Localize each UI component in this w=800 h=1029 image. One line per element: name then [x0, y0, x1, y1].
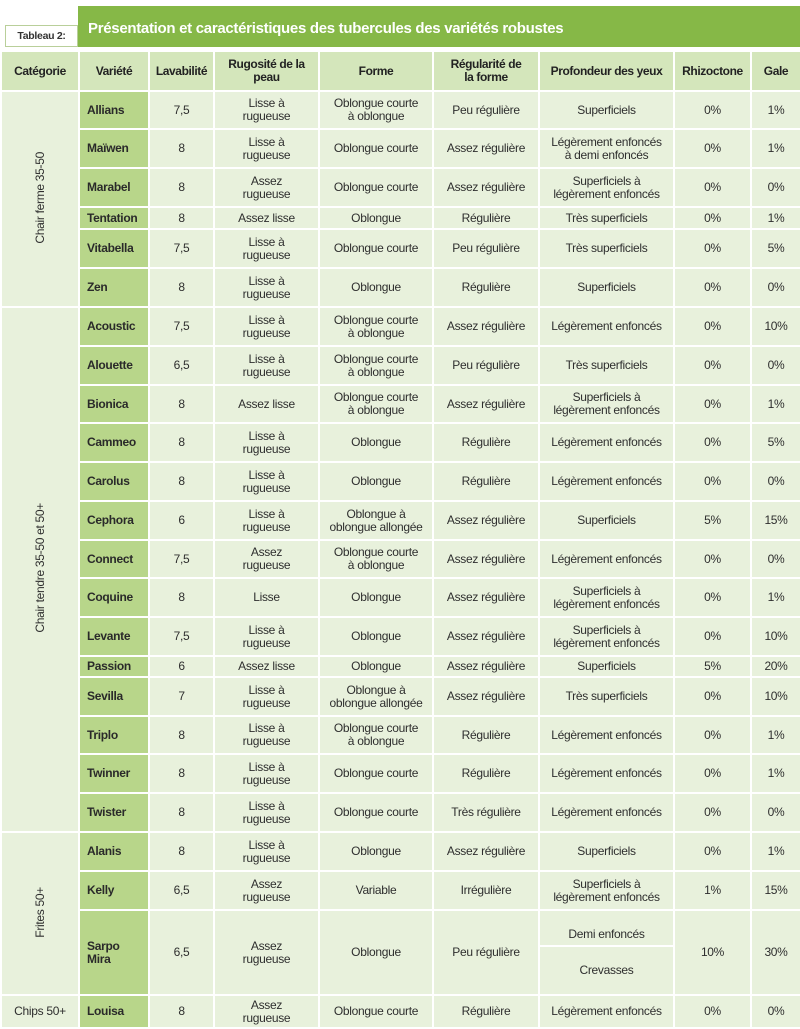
- cell-gale: 0%: [751, 268, 800, 307]
- cell-regularite: Régulière: [433, 423, 539, 462]
- cell-regularite: Assez régulière: [433, 385, 539, 423]
- cell-rugosite: Lisse: [214, 578, 319, 617]
- cell-lavabilite: 6,5: [149, 910, 214, 995]
- table-row: [1, 385, 800, 423]
- cell-rhizoctone: 0%: [674, 462, 751, 501]
- table-row: [1, 617, 800, 656]
- cell-regularite: Peu régulière: [433, 91, 539, 129]
- cell-rugosite: Assez lisse: [214, 385, 319, 423]
- cell-forme: Oblongue courte à oblongue: [319, 91, 433, 129]
- cell-variete: Alouette: [79, 346, 149, 385]
- cell-gale: 10%: [751, 617, 800, 656]
- cell-rugosite: Lisse à rugueuse: [214, 229, 319, 268]
- cell-rugosite: Lisse à rugueuse: [214, 832, 319, 871]
- cell-profondeur: Superficiels: [539, 501, 674, 540]
- table-number-label: Tableau 2:: [5, 25, 78, 47]
- cell-gale: 1%: [751, 91, 800, 129]
- cell-lavabilite: 8: [149, 793, 214, 832]
- cell-variete: Sevilla: [79, 677, 149, 716]
- cell-variete: Marabel: [79, 168, 149, 207]
- cell-profondeur: Légèrement enfoncés: [539, 307, 674, 346]
- cell-rugosite: Lisse à rugueuse: [214, 91, 319, 129]
- cell-forme: Oblongue: [319, 617, 433, 656]
- cell-forme: Oblongue: [319, 656, 433, 677]
- cell-variete: Passion: [79, 656, 149, 677]
- cell-regularite: Assez régulière: [433, 677, 539, 716]
- cell-lavabilite: 6: [149, 656, 214, 677]
- cell-gale: 1%: [751, 832, 800, 871]
- cell-gale: 1%: [751, 129, 800, 168]
- cell-forme: Oblongue: [319, 578, 433, 617]
- cell-rugosite: Lisse à rugueuse: [214, 307, 319, 346]
- cell-gale: 5%: [751, 229, 800, 268]
- table-row: [1, 229, 800, 268]
- cell-regularite: Régulière: [433, 462, 539, 501]
- cell-rhizoctone: 0%: [674, 207, 751, 229]
- cell-rhizoctone: 5%: [674, 656, 751, 677]
- cell-lavabilite: 8: [149, 207, 214, 229]
- cell-gale: 1%: [751, 716, 800, 754]
- col-header-lavabilite: Lavabilité: [149, 51, 214, 91]
- cell-rugosite: Lisse à rugueuse: [214, 423, 319, 462]
- cell-profondeur: Légèrement enfoncés: [539, 793, 674, 832]
- table-row: [1, 871, 800, 910]
- cell-lavabilite: 8: [149, 423, 214, 462]
- cell-profondeur-part: Demi enfoncés: [540, 924, 673, 947]
- cell-variete: Connect: [79, 540, 149, 578]
- cell-gale: 0%: [751, 346, 800, 385]
- cell-profondeur: Très superficiels: [539, 346, 674, 385]
- cell-rhizoctone: 0%: [674, 423, 751, 462]
- cell-regularite: Assez régulière: [433, 129, 539, 168]
- category-cell: [1, 832, 79, 995]
- cell-regularite: Assez régulière: [433, 578, 539, 617]
- cell-rhizoctone: 0%: [674, 716, 751, 754]
- cell-rhizoctone: 0%: [674, 91, 751, 129]
- cell-gale: 15%: [751, 871, 800, 910]
- cell-rugosite: Assez lisse: [214, 207, 319, 229]
- cell-regularite: Assez régulière: [433, 540, 539, 578]
- cell-profondeur: Légèrement enfoncés: [539, 540, 674, 578]
- cell-regularite: Régulière: [433, 207, 539, 229]
- category-label: Chips 50+: [14, 1004, 66, 1018]
- cell-gale: 1%: [751, 754, 800, 793]
- table-row: [1, 501, 800, 540]
- cell-forme: Oblongue à oblongue allongée: [319, 677, 433, 716]
- cell-regularite: Assez régulière: [433, 307, 539, 346]
- cell-profondeur: Superficiels: [539, 91, 674, 129]
- cell-rugosite: Lisse à rugueuse: [214, 754, 319, 793]
- cell-gale: 5%: [751, 423, 800, 462]
- col-header-rhizoctone: Rhizoctone: [674, 51, 751, 91]
- cell-rhizoctone: 0%: [674, 307, 751, 346]
- col-header-profondeur: Profondeur des yeux: [539, 51, 674, 91]
- cell-lavabilite: 8: [149, 385, 214, 423]
- table-row: [1, 677, 800, 716]
- cell-regularite: Régulière: [433, 995, 539, 1028]
- cell-lavabilite: 7,5: [149, 617, 214, 656]
- cell-profondeur: Superficiels: [539, 656, 674, 677]
- col-header-forme: Forme: [319, 51, 433, 91]
- cell-forme: Oblongue: [319, 207, 433, 229]
- table-row: [1, 793, 800, 832]
- cell-forme: Oblongue: [319, 910, 433, 995]
- cell-gale: 0%: [751, 793, 800, 832]
- cell-profondeur: Légèrement enfoncés: [539, 423, 674, 462]
- cell-forme: Oblongue courte: [319, 754, 433, 793]
- cell-variete: Twister: [79, 793, 149, 832]
- cell-rhizoctone: 0%: [674, 677, 751, 716]
- cell-gale: 15%: [751, 501, 800, 540]
- cell-gale: 1%: [751, 207, 800, 229]
- cell-profondeur: Superficiels à légèrement enfoncés: [539, 617, 674, 656]
- cell-rhizoctone: 0%: [674, 268, 751, 307]
- cell-gale: 0%: [751, 168, 800, 207]
- cell-lavabilite: 8: [149, 716, 214, 754]
- table-row: [1, 168, 800, 207]
- cell-regularite: Régulière: [433, 716, 539, 754]
- cell-forme: Oblongue courte: [319, 793, 433, 832]
- cell-lavabilite: 7,5: [149, 540, 214, 578]
- cell-gale: 30%: [751, 910, 800, 995]
- cell-gale: 20%: [751, 656, 800, 677]
- col-header-gale: Gale: [751, 51, 800, 91]
- cell-rhizoctone: 0%: [674, 229, 751, 268]
- cell-lavabilite: 7,5: [149, 229, 214, 268]
- cell-forme: Oblongue courte: [319, 229, 433, 268]
- cell-rugosite: Assez rugueuse: [214, 910, 319, 995]
- cell-forme: Oblongue: [319, 462, 433, 501]
- cell-rugosite: Assez rugueuse: [214, 168, 319, 207]
- cell-rugosite: Lisse à rugueuse: [214, 268, 319, 307]
- cell-lavabilite: 8: [149, 832, 214, 871]
- cell-profondeur: Superficiels: [539, 268, 674, 307]
- cell-rugosite: Lisse à rugueuse: [214, 346, 319, 385]
- cell-rhizoctone: 0%: [674, 346, 751, 385]
- cell-regularite: Assez régulière: [433, 617, 539, 656]
- table-row: [1, 268, 800, 307]
- cell-rugosite: Lisse à rugueuse: [214, 462, 319, 501]
- category-cell: [1, 995, 79, 1028]
- cell-rhizoctone: 0%: [674, 832, 751, 871]
- cell-variete: Carolus: [79, 462, 149, 501]
- cell-rhizoctone: 0%: [674, 754, 751, 793]
- cell-forme: Oblongue courte à oblongue: [319, 346, 433, 385]
- cell-rhizoctone: 0%: [674, 617, 751, 656]
- cell-variete: Zen: [79, 268, 149, 307]
- cell-rhizoctone: 0%: [674, 578, 751, 617]
- cell-variete: Allians: [79, 91, 149, 129]
- cell-rugosite: Assez rugueuse: [214, 995, 319, 1028]
- col-header-variete: Variété: [79, 51, 149, 91]
- cell-regularite: Assez régulière: [433, 832, 539, 871]
- cell-variete: Maïwen: [79, 129, 149, 168]
- cell-variete: Alanis: [79, 832, 149, 871]
- cell-profondeur: Superficiels à légèrement enfoncés: [539, 871, 674, 910]
- cell-variete: Vitabella: [79, 229, 149, 268]
- cell-variete: Sarpo Mira: [79, 910, 149, 995]
- table-row: [1, 910, 800, 995]
- cell-variete: Coquine: [79, 578, 149, 617]
- cell-profondeur: Légèrement enfoncés: [539, 716, 674, 754]
- cell-gale: 10%: [751, 677, 800, 716]
- cell-lavabilite: 7,5: [149, 307, 214, 346]
- cell-regularite: Assez régulière: [433, 168, 539, 207]
- table-row: [1, 540, 800, 578]
- table-row: [1, 995, 800, 1028]
- cell-profondeur: Légèrement enfoncés: [539, 754, 674, 793]
- cell-rhizoctone: 5%: [674, 501, 751, 540]
- cell-forme: Variable: [319, 871, 433, 910]
- cell-rhizoctone: 0%: [674, 540, 751, 578]
- cell-profondeur: Très superficiels: [539, 229, 674, 268]
- table-row: [1, 307, 800, 346]
- cell-forme: Oblongue courte: [319, 129, 433, 168]
- cell-lavabilite: 8: [149, 168, 214, 207]
- cell-profondeur: Superficiels à légèrement enfoncés: [539, 385, 674, 423]
- cell-rhizoctone: 0%: [674, 129, 751, 168]
- cell-rhizoctone: 0%: [674, 168, 751, 207]
- cell-lavabilite: 8: [149, 754, 214, 793]
- cell-forme: Oblongue: [319, 423, 433, 462]
- table-row: [1, 129, 800, 168]
- cell-variete: Triplo: [79, 716, 149, 754]
- cell-forme: Oblongue courte: [319, 995, 433, 1028]
- cell-profondeur: Légèrement enfoncés à demi enfoncés: [539, 129, 674, 168]
- cell-rhizoctone: 0%: [674, 995, 751, 1028]
- cell-rugosite: Lisse à rugueuse: [214, 129, 319, 168]
- cell-profondeur-part: Crevasses: [579, 963, 634, 977]
- cell-forme: Oblongue à oblongue allongée: [319, 501, 433, 540]
- cell-lavabilite: 6: [149, 501, 214, 540]
- cell-forme: Oblongue courte à oblongue: [319, 307, 433, 346]
- category-label: Chair ferme 35-50: [32, 151, 47, 244]
- table-row: [1, 346, 800, 385]
- cell-regularite: Peu régulière: [433, 229, 539, 268]
- cell-variete: Bionica: [79, 385, 149, 423]
- table-row: [1, 423, 800, 462]
- cell-rhizoctone: 10%: [674, 910, 751, 995]
- cell-lavabilite: 8: [149, 268, 214, 307]
- cell-profondeur: Superficiels à légèrement enfoncés: [539, 168, 674, 207]
- category-label: Chair tendre 35-50 et 50+: [32, 503, 47, 633]
- cell-variete: Louisa: [79, 995, 149, 1028]
- cell-rugosite: Assez rugueuse: [214, 540, 319, 578]
- cell-gale: 0%: [751, 540, 800, 578]
- cell-regularite: Peu régulière: [433, 346, 539, 385]
- cell-profondeur: Très superficiels: [539, 677, 674, 716]
- category-label: Frites 50+: [32, 886, 47, 938]
- cell-rhizoctone: 0%: [674, 385, 751, 423]
- cell-rugosite: Assez rugueuse: [214, 871, 319, 910]
- col-header-categorie: Catégorie: [1, 51, 79, 91]
- cell-rugosite: Lisse à rugueuse: [214, 793, 319, 832]
- cell-gale: 1%: [751, 578, 800, 617]
- table-row: [1, 207, 800, 229]
- cell-profondeur: Superficiels: [539, 832, 674, 871]
- cell-variete: Acoustic: [79, 307, 149, 346]
- cell-rugosite: Lisse à rugueuse: [214, 501, 319, 540]
- cell-variete: Twinner: [79, 754, 149, 793]
- cell-profondeur: [539, 910, 674, 995]
- cell-profondeur: Légèrement enfoncés: [539, 462, 674, 501]
- table-title: Présentation et caractéristiques des tubercules des variétés robustes: [88, 20, 564, 37]
- col-header-regularite: Régularité de la forme: [433, 51, 539, 91]
- table-row: [1, 462, 800, 501]
- table-row: [1, 832, 800, 871]
- table-row: [1, 91, 800, 129]
- cell-gale: 0%: [751, 995, 800, 1028]
- cell-forme: Oblongue courte: [319, 168, 433, 207]
- cell-gale: 1%: [751, 385, 800, 423]
- cell-lavabilite: 8: [149, 995, 214, 1028]
- cell-rhizoctone: 0%: [674, 793, 751, 832]
- varieties-table: [0, 50, 800, 1029]
- table-row: [1, 656, 800, 677]
- cell-rugosite: Lisse à rugueuse: [214, 716, 319, 754]
- cell-lavabilite: 8: [149, 578, 214, 617]
- cell-lavabilite: 8: [149, 129, 214, 168]
- cell-profondeur: Légèrement enfoncés: [539, 995, 674, 1028]
- cell-variete: Levante: [79, 617, 149, 656]
- cell-rugosite: Assez lisse: [214, 656, 319, 677]
- header-row: [1, 51, 800, 91]
- category-cell: [1, 307, 79, 832]
- cell-lavabilite: 6,5: [149, 871, 214, 910]
- cell-profondeur: Très superficiels: [539, 207, 674, 229]
- cell-rugosite: Lisse à rugueuse: [214, 677, 319, 716]
- cell-lavabilite: 7,5: [149, 91, 214, 129]
- cell-forme: Oblongue: [319, 832, 433, 871]
- table-row: [1, 754, 800, 793]
- cell-lavabilite: 8: [149, 462, 214, 501]
- cell-regularite: Assez régulière: [433, 501, 539, 540]
- cell-regularite: Très régulière: [433, 793, 539, 832]
- cell-regularite: Régulière: [433, 754, 539, 793]
- category-cell: [1, 91, 79, 307]
- cell-gale: 10%: [751, 307, 800, 346]
- cell-regularite: Peu régulière: [433, 910, 539, 995]
- cell-forme: Oblongue courte à oblongue: [319, 716, 433, 754]
- col-header-rugosite: Rugosité de la peau: [214, 51, 319, 91]
- cell-forme: Oblongue: [319, 268, 433, 307]
- cell-variete: Cammeo: [79, 423, 149, 462]
- cell-regularite: Assez régulière: [433, 656, 539, 677]
- cell-variete: Kelly: [79, 871, 149, 910]
- cell-regularite: Régulière: [433, 268, 539, 307]
- cell-forme: Oblongue courte à oblongue: [319, 385, 433, 423]
- cell-regularite: Irrégulière: [433, 871, 539, 910]
- cell-forme: Oblongue courte à oblongue: [319, 540, 433, 578]
- title-band: [78, 6, 800, 47]
- table-row: [1, 578, 800, 617]
- table-row: [1, 716, 800, 754]
- cell-profondeur: Superficiels à légèrement enfoncés: [539, 578, 674, 617]
- cell-variete: Cephora: [79, 501, 149, 540]
- cell-variete: Tentation: [79, 207, 149, 229]
- cell-lavabilite: 6,5: [149, 346, 214, 385]
- cell-gale: 0%: [751, 462, 800, 501]
- cell-lavabilite: 7: [149, 677, 214, 716]
- cell-rugosite: Lisse à rugueuse: [214, 617, 319, 656]
- cell-rhizoctone: 1%: [674, 871, 751, 910]
